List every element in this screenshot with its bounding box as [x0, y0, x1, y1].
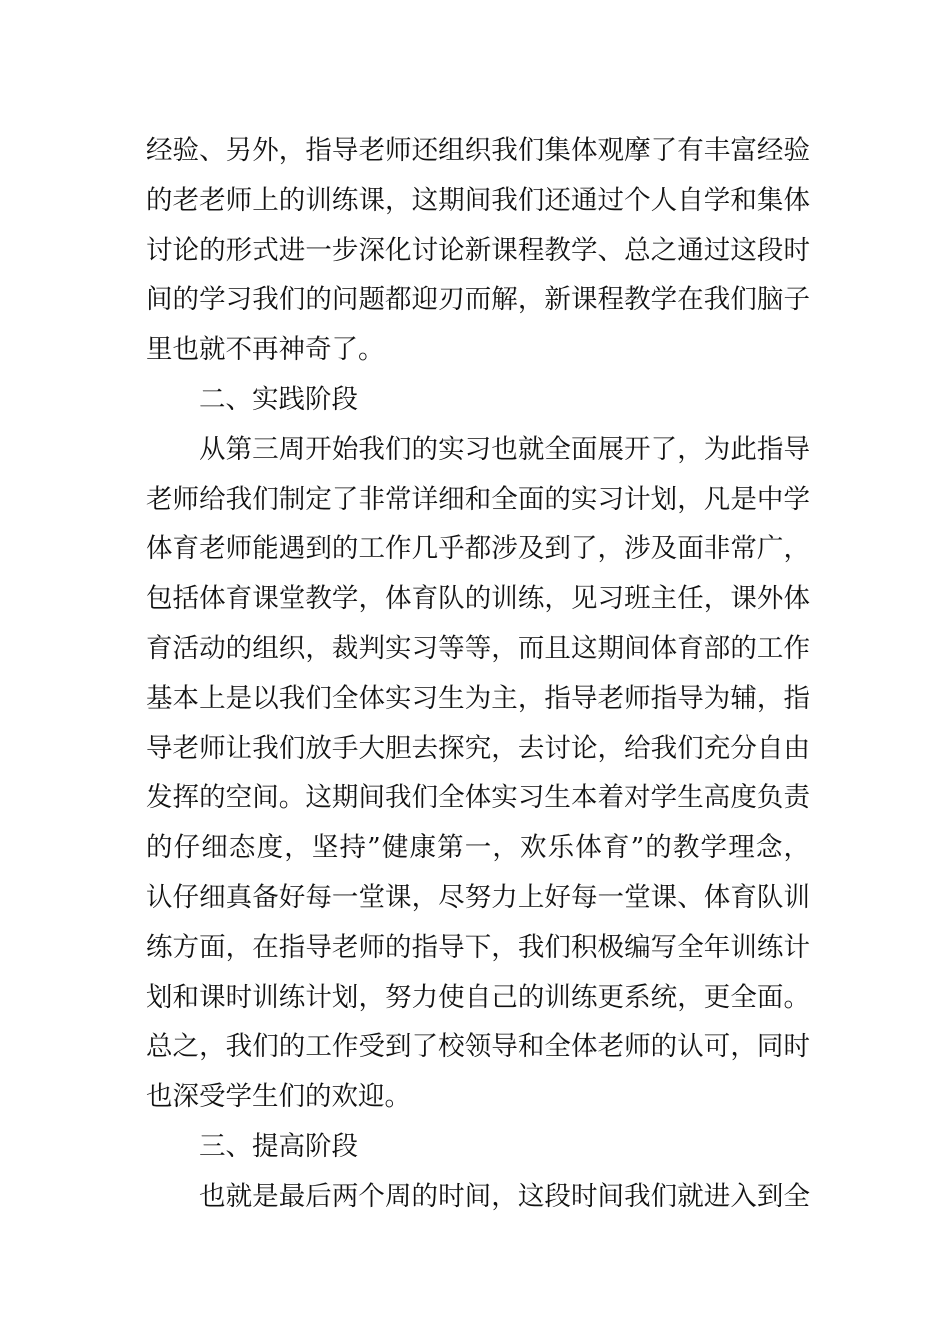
text-line-9: 体育老师能遇到的工作几乎都涉及到了，涉及面非常广， [146, 533, 810, 565]
text-line-14: 发挥的空间。这期间我们全体实习生本着对学生高度负责 [146, 782, 810, 814]
body-text [146, 126, 810, 1222]
text-line-20: 也深受学生们的欢迎。 [146, 1081, 411, 1113]
text-line-10: 包括体育课堂教学，体育队的训练，见习班主任，课外体 [146, 583, 810, 615]
text-line-7: 从第三周开始我们的实习也就全面展开了，为此指导 [199, 433, 810, 465]
text-line-1: 经验、另外，指导老师还组织我们集体观摩了有丰富经验 [146, 135, 810, 166]
text-line-12: 基本上是以我们全体实习生为主，指导老师指导为辅，指 [146, 682, 810, 714]
text-line-16: 认仔细真备好每一堂课，尽努力上好每一堂课、体育队训 [146, 881, 810, 913]
section-heading-improvement: 三、提高阶段 [199, 1130, 358, 1162]
text-line-4: 间的学习我们的问题都迎刃而解，新课程教学在我们脑子 [146, 284, 810, 316]
text-line-3: 讨论的形式进一步深化讨论新课程教学、总之通过这段时 [146, 234, 810, 266]
text-line-13: 导老师让我们放手大胆去探究，去讨论，给我们充分自由 [146, 732, 810, 764]
text-line-11: 育活动的组织，裁判实习等等，而且这期间体育部的工作 [146, 632, 810, 664]
text-line-22: 也就是最后两个周的时间，这段时间我们就进入到全 [199, 1180, 810, 1212]
text-line-2: 的老老师上的训练课，这期间我们还通过个人自学和集体 [146, 184, 810, 216]
text-line-5: 里也就不再神奇了。 [146, 334, 385, 366]
text-line-18: 划和课时训练计划，努力使自己的训练更系统，更全面。 [146, 981, 810, 1013]
text-line-15: 的仔细态度，坚持”健康第一，欢乐体育”的教学理念， [146, 832, 810, 864]
section-heading-practice: 二、实践阶段 [199, 383, 358, 415]
text-line-19: 总之，我们的工作受到了校领导和全体老师的认可，同时 [146, 1031, 810, 1063]
text-line-17: 练方面，在指导老师的指导下，我们积极编写全年训练计 [146, 931, 810, 963]
text-line-8: 老师给我们制定了非常详细和全面的实习计划，凡是中学 [146, 483, 810, 515]
